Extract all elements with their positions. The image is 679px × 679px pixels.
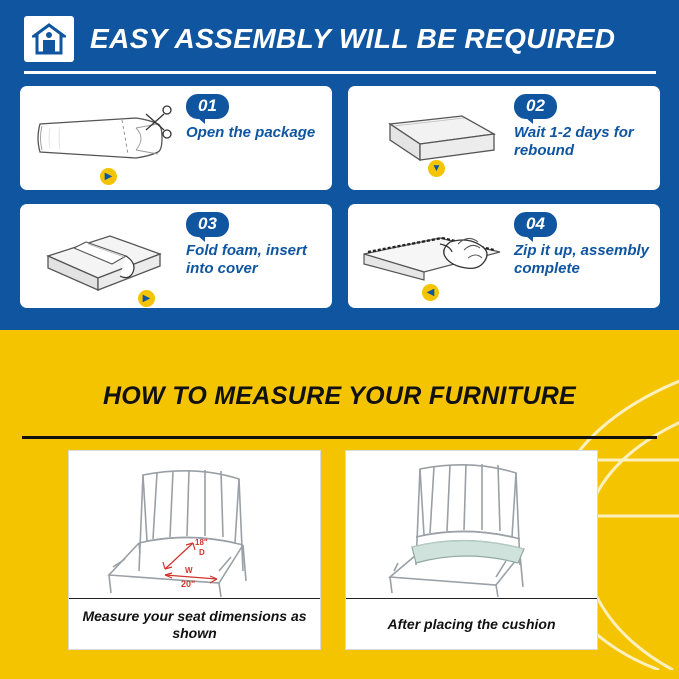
- assembly-header: [24, 14, 656, 64]
- chair-with-seat-dimensions-illustration: [69, 451, 320, 598]
- house-logo-icon: [24, 16, 74, 62]
- step-2-number: 02: [514, 94, 557, 119]
- measure-card-2: [345, 450, 598, 650]
- assembly-title-divider: [24, 71, 656, 74]
- step-3-number: 03: [186, 212, 229, 237]
- svg-text:W: W: [185, 566, 193, 575]
- measure-title: HOW TO MEASURE YOUR FURNITURE: [102, 382, 577, 410]
- assembly-section: [0, 0, 679, 330]
- step-4-label: Zip it up, assembly complete: [514, 242, 650, 277]
- step-1-text: [186, 94, 328, 184]
- chair-with-cushion-illustration: [346, 451, 597, 598]
- step-2-label: Wait 1-2 days for rebound: [514, 124, 634, 159]
- measure-card-1: [68, 450, 321, 650]
- step-3-text: [186, 212, 328, 302]
- assembly-title: EASY ASSEMBLY WILL BE REQUIRED: [90, 23, 616, 54]
- svg-text:20": 20": [181, 579, 196, 589]
- step-card-4: [348, 204, 660, 308]
- step-3-illustration: [26, 208, 182, 304]
- measure-title-divider: [22, 436, 657, 439]
- step-2-text: [514, 94, 656, 184]
- svg-text:D: D: [199, 548, 205, 557]
- arrow-right-icon: ▶: [138, 290, 155, 307]
- measure-cards-grid: [68, 450, 613, 660]
- measure-card-2-caption: After placing the cushion: [346, 598, 597, 650]
- step-card-1: [20, 86, 332, 190]
- step-3-label: Fold foam, insert into cover: [186, 242, 307, 277]
- step-card-3: [20, 204, 332, 308]
- step-1-number: 01: [186, 94, 229, 119]
- svg-text:18": 18": [195, 538, 208, 547]
- step-4-text: [514, 212, 656, 302]
- step-1-label: Open the package: [186, 124, 316, 141]
- measure-section: [0, 330, 679, 679]
- step-4-number: 04: [514, 212, 557, 237]
- arrow-down-icon: ▼: [428, 160, 445, 177]
- assembly-steps-grid: [20, 86, 660, 312]
- step-card-2: [348, 86, 660, 190]
- arrow-right-icon: ▶: [100, 168, 117, 185]
- arrow-left-icon: ◀: [422, 284, 439, 301]
- measure-card-1-caption: Measure your seat dimensions as shown: [69, 598, 320, 650]
